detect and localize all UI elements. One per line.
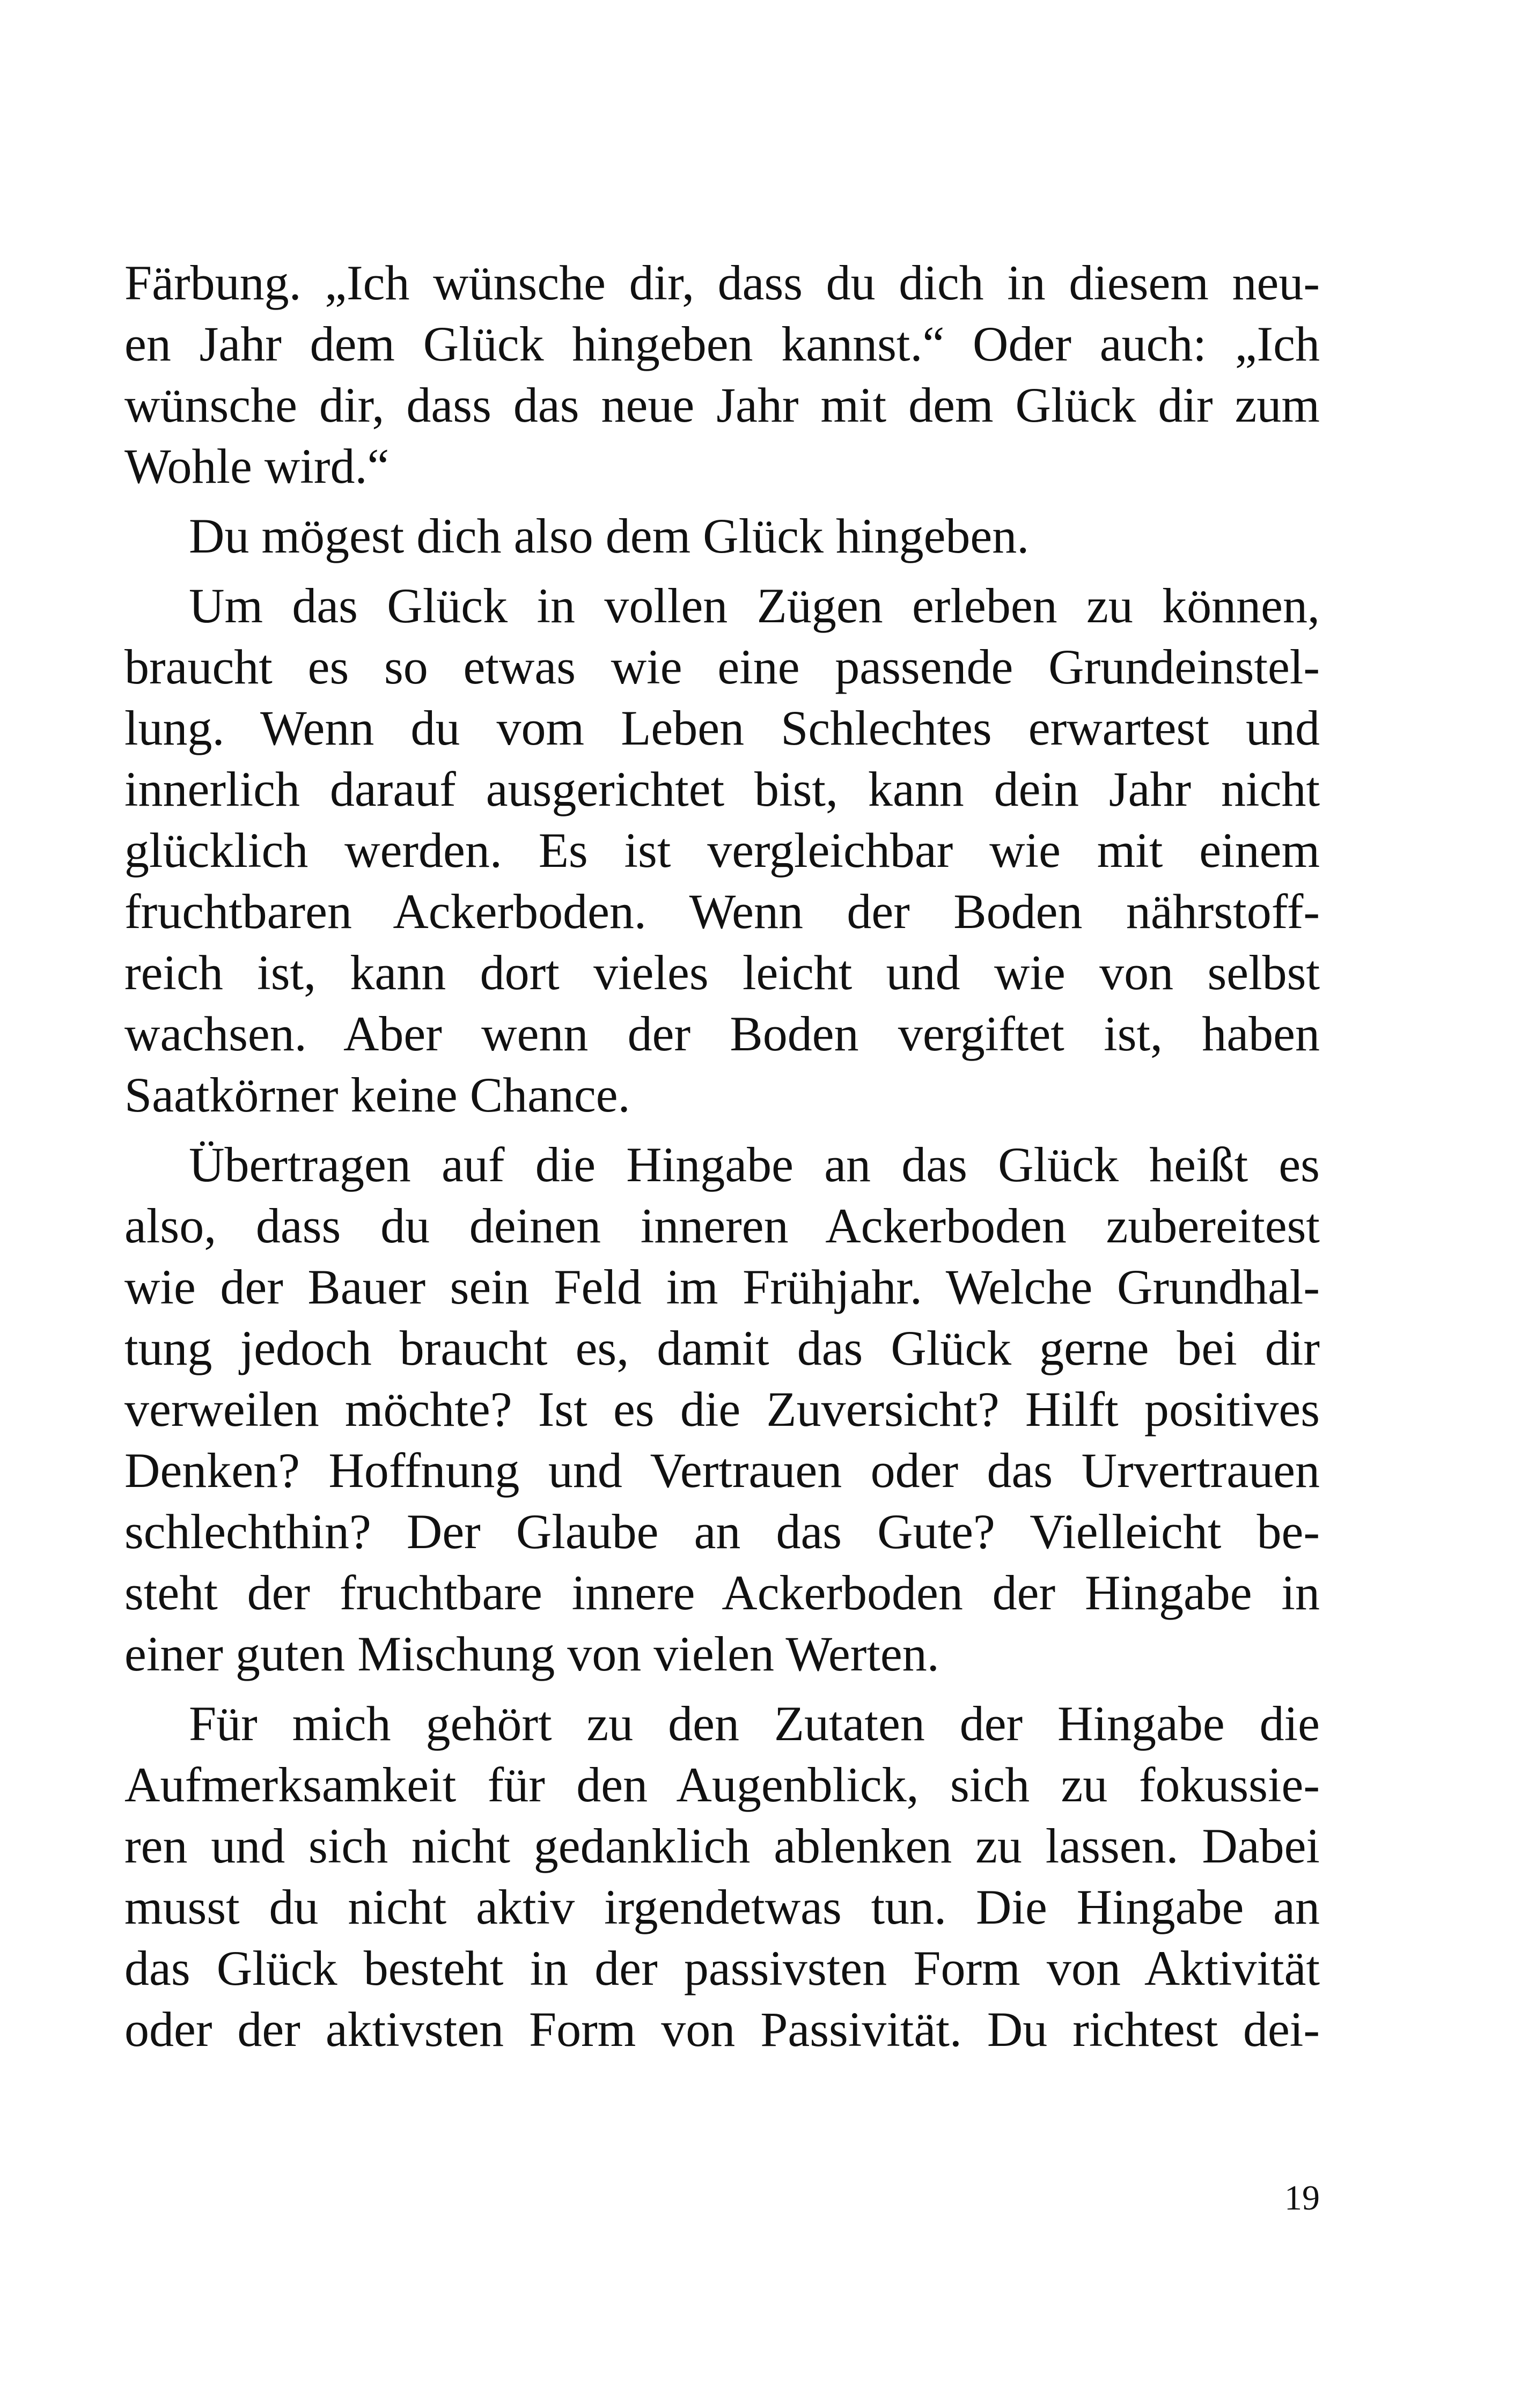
text-line: verweilen möchte? Ist es die Zuversicht? Hilft positives bbox=[124, 1382, 1320, 1437]
paragraph-spacer bbox=[124, 1125, 1320, 1134]
text-line: en Jahr dem Glück hingeben kannst.“ Oder auch: „Ich bbox=[124, 316, 1320, 371]
text-line: Aufmerksamkeit für den Augenblick, sich zu fokussie- bbox=[124, 1757, 1320, 1812]
paragraph bbox=[124, 575, 1320, 1125]
paragraph bbox=[124, 1134, 1320, 1684]
text-line: reich ist, kann dort vieles leicht und wie von selbst bbox=[124, 945, 1320, 1000]
text-line: Wohle wird.“ bbox=[124, 439, 390, 494]
paragraph bbox=[124, 1693, 1320, 2060]
text-line: Färbung. „Ich wünsche dir, dass du dich in diesem neu- bbox=[124, 255, 1320, 310]
text-line: wünsche dir, dass das neue Jahr mit dem Glück dir zum bbox=[124, 378, 1320, 432]
text-line: tung jedoch braucht es, damit das Glück gerne bei dir bbox=[124, 1321, 1320, 1375]
text-line: ren und sich nicht gedanklich ablenken zu lassen. Dabei bbox=[124, 1818, 1320, 1873]
text-line: Übertragen auf die Hingabe an das Glück heißt es bbox=[189, 1137, 1320, 1192]
text-line: Du mögest dich also dem Glück hingeben. bbox=[189, 509, 1030, 563]
body-text bbox=[124, 252, 1320, 2060]
paragraph-spacer bbox=[124, 497, 1320, 505]
text-line: wie der Bauer sein Feld im Frühjahr. Welche Grundhal- bbox=[124, 1260, 1320, 1314]
paragraph bbox=[124, 505, 1320, 566]
text-line: braucht es so etwas wie eine passende Grundeinstel- bbox=[124, 639, 1320, 694]
text-line: glücklich werden. Es ist vergleichbar wie mit einem bbox=[124, 823, 1320, 878]
text-line: fruchtbaren Ackerboden. Wenn der Boden nährstoff- bbox=[124, 884, 1320, 939]
text-line: Denken? Hoffnung und Vertrauen oder das Urvertrauen bbox=[124, 1443, 1320, 1498]
page-number: 19 bbox=[1284, 2178, 1320, 2218]
text-line: steht der fruchtbare innere Ackerboden der Hingabe in bbox=[124, 1565, 1320, 1620]
text-line: das Glück besteht in der passivsten Form von Aktivität bbox=[124, 1941, 1320, 1995]
paragraph bbox=[124, 252, 1320, 497]
text-line: musst du nicht aktiv irgendetwas tun. Die Hingabe an bbox=[124, 1880, 1320, 1934]
text-line: also, dass du deinen inneren Ackerboden zubereitest bbox=[124, 1198, 1320, 1253]
text-line: Saatkörner keine Chance. bbox=[124, 1067, 630, 1122]
text-line: oder der aktivsten Form von Passivität. Du richtest dei- bbox=[124, 2002, 1320, 2057]
paragraph-spacer bbox=[124, 1684, 1320, 1693]
text-line: innerlich darauf ausgerichtet bist, kann dein Jahr nicht bbox=[124, 762, 1320, 816]
text-line: schlechthin? Der Glaube an das Gute? Vielleicht be- bbox=[124, 1504, 1320, 1559]
text-line: Um das Glück in vollen Zügen erleben zu können, bbox=[189, 578, 1320, 633]
text-line: wachsen. Aber wenn der Boden vergiftet ist, haben bbox=[124, 1006, 1320, 1061]
text-line: lung. Wenn du vom Leben Schlechtes erwartest und bbox=[124, 701, 1320, 755]
paragraph-spacer bbox=[124, 566, 1320, 575]
text-line: Für mich gehört zu den Zutaten der Hingabe die bbox=[189, 1696, 1320, 1751]
text-line: einer guten Mischung von vielen Werten. bbox=[124, 1626, 939, 1681]
